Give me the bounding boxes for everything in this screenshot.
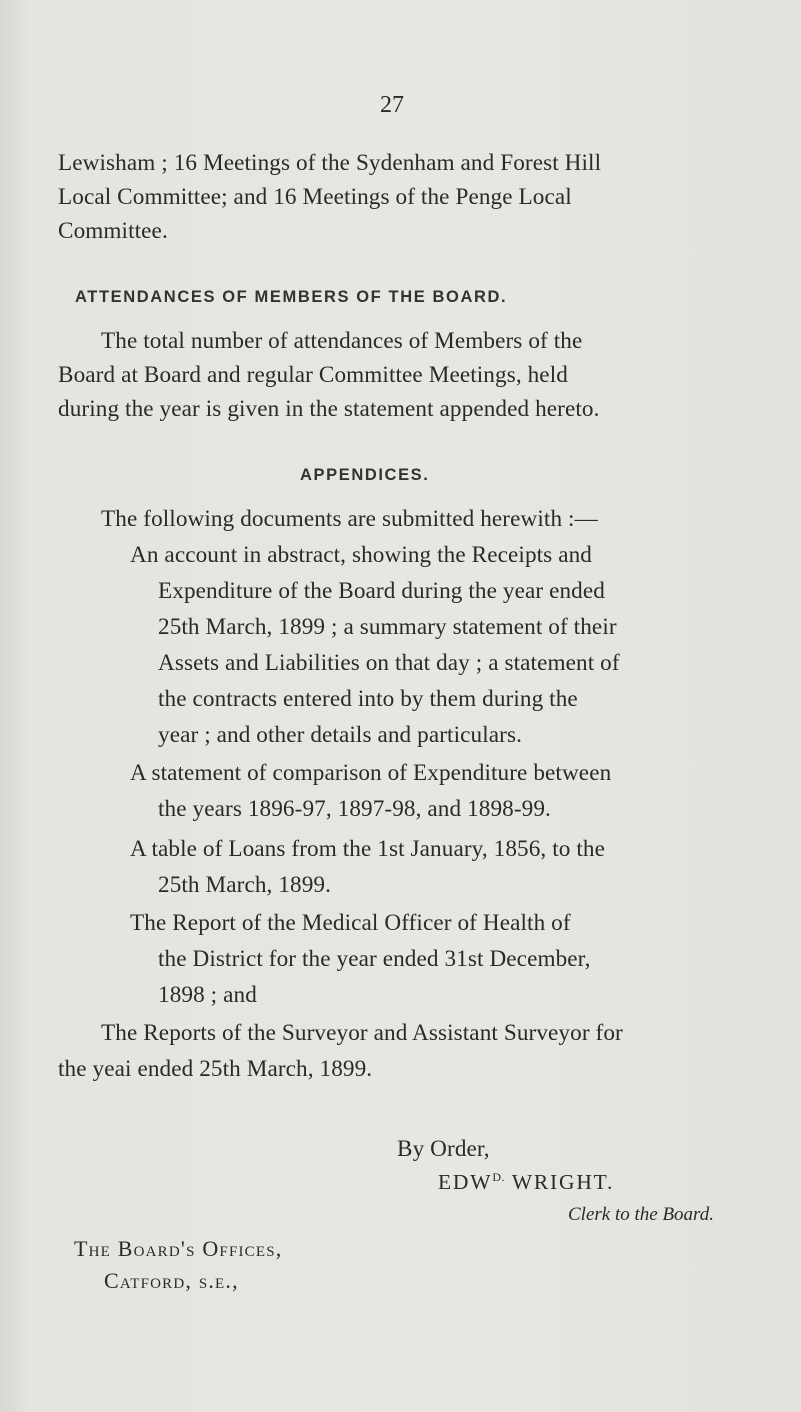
appendix-item-5-line-2: the yeai ended 25th March, 1899. xyxy=(58,1056,373,1082)
appendix-item-2-line-2: the years 1896-97, 1897-98, and 1898-99. xyxy=(158,796,551,822)
appendix-item-5-line-1: The Reports of the Surveyor and Assistant Surveyor for xyxy=(101,1020,623,1046)
signatory-title: Clerk to the Board. xyxy=(568,1204,714,1225)
appendix-item-4-line-3: 1898 ; and xyxy=(158,982,257,1008)
address-line-1: The Board's Offices, xyxy=(74,1236,283,1261)
appendix-item-3-line-2: 25th March, 1899. xyxy=(158,872,332,898)
appendices-intro: The following documents are submitted herewith :— xyxy=(101,506,598,532)
by-order-text: By Order, xyxy=(397,1136,490,1162)
attendances-line-2: Board at Board and regular Committee Meetings, held xyxy=(58,362,568,388)
appendix-item-1-line-4: Assets and Liabilities on that day ; a statement of xyxy=(158,650,620,676)
appendix-item-1-line-3: 25th March, 1899 ; a summary statement of their xyxy=(158,614,617,640)
appendix-item-1-line-1: An account in abstract, showing the Receipts and xyxy=(130,542,592,568)
appendix-item-4-line-1: The Report of the Medical Officer of Health of xyxy=(130,910,571,936)
attendances-heading: ATTENDANCES OF MEMBERS OF THE BOARD. xyxy=(75,288,508,306)
appendix-item-1-line-6: year ; and other details and particulars. xyxy=(158,722,523,748)
page-number: 27 xyxy=(380,92,404,118)
signatory-name-prefix: EDW xyxy=(438,1170,493,1194)
appendices-heading: APPENDICES. xyxy=(300,466,430,484)
intro-line-3: Committee. xyxy=(58,218,168,244)
address-line-2: Catford, s.e., xyxy=(104,1268,239,1293)
signatory-name-superscript: D. xyxy=(492,1170,506,1184)
appendix-item-1-line-5: the contracts entered into by them during the xyxy=(158,686,578,712)
appendix-item-3-line-1: A table of Loans from the 1st January, 1856, to the xyxy=(130,836,605,862)
signatory-name xyxy=(438,1170,614,1195)
appendix-item-1-line-2: Expenditure of the Board during the year ended xyxy=(158,578,605,604)
attendances-line-1: The total number of attendances of Members of the xyxy=(101,328,583,354)
appendix-item-4-line-2: the District for the year ended 31st December, xyxy=(158,946,591,972)
intro-line-1: Lewisham ; 16 Meetings of the Sydenham and Forest Hill xyxy=(58,150,602,176)
intro-line-2: Local Committee; and 16 Meetings of the Penge Local xyxy=(58,184,572,210)
appendix-item-2-line-1: A statement of comparison of Expenditure between xyxy=(130,760,612,786)
signatory-name-suffix: WRIGHT. xyxy=(505,1170,615,1194)
attendances-line-3: during the year is given in the statement appended hereto. xyxy=(58,396,600,422)
